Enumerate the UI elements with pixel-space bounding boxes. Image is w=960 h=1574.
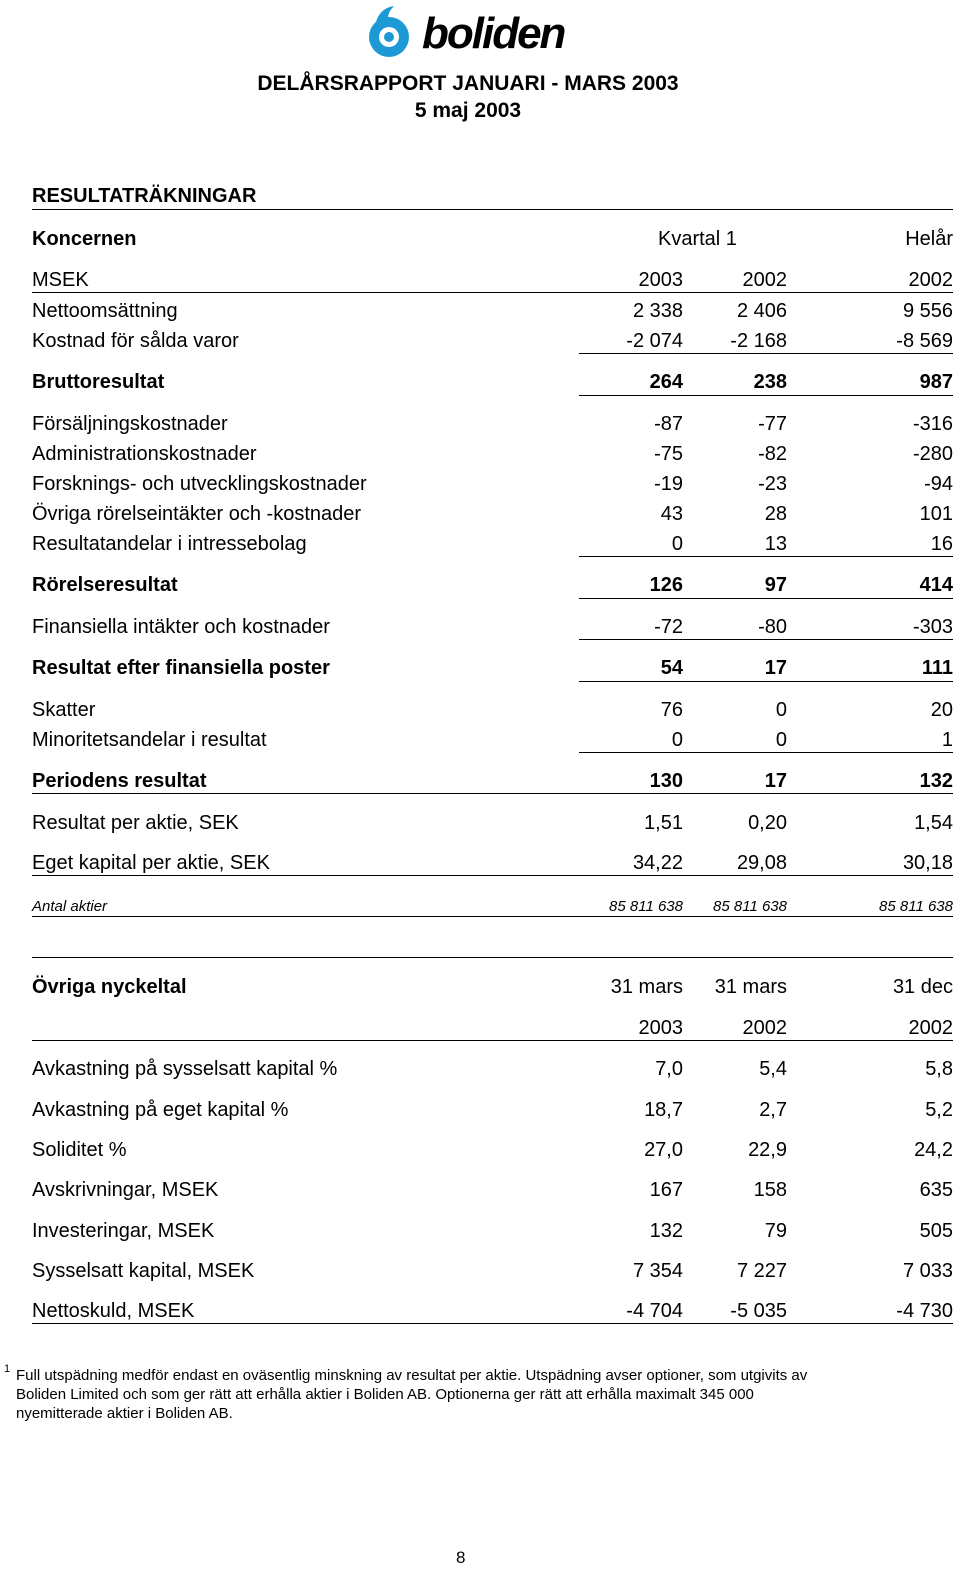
divider xyxy=(32,957,953,958)
table-row-subtotal: Resultat efter finansiella poster 54 17 111 xyxy=(32,657,953,679)
table-row: Resultat per aktie, SEK 1,51 0,20 1,54 xyxy=(32,812,953,834)
boliden-logo-mark-icon xyxy=(366,4,422,62)
table-row: Övriga rörelseintäkter och -kostnader 43 28 101 xyxy=(32,503,953,525)
table-row: Avskrivningar, MSEK 167 158 635 xyxy=(32,1179,953,1201)
divider xyxy=(579,556,953,557)
section-title-income: RESULTATRÄKNINGAR xyxy=(32,185,257,207)
table-row-subtotal: Rörelseresultat 126 97 414 xyxy=(32,574,953,596)
divider xyxy=(579,752,953,753)
logo-wordmark: boliden xyxy=(422,9,565,58)
divider xyxy=(32,916,953,917)
table-row: Avkastning på sysselsatt kapital % 7,0 5,4 5,8 xyxy=(32,1058,953,1080)
table-row-subtotal: Bruttoresultat 264 238 987 xyxy=(32,371,953,393)
table-row: Försäljningskostnader -87 -77 -316 xyxy=(32,413,953,435)
table-row-total: Periodens resultat 130 17 132 xyxy=(32,770,953,792)
table-row: Nettoskuld, MSEK -4 704 -5 035 -4 730 xyxy=(32,1300,953,1322)
divider xyxy=(32,1323,953,1324)
table-row: Minoritetsandelar i resultat 0 0 1 xyxy=(32,729,953,751)
table-row: Eget kapital per aktie, SEK 34,22 29,08 30,18 xyxy=(32,852,953,874)
full-year-label: Helår xyxy=(905,228,953,250)
header-row-years: 2003 2002 2002 xyxy=(638,1017,953,1039)
table-row: Forsknings- och utvecklingskostnader -19 -23 -94 xyxy=(32,473,953,495)
group-label: Koncernen xyxy=(32,228,137,250)
table-row-shares: Antal aktier 85 811 638 85 811 638 85 811 638 xyxy=(32,898,953,915)
table-row: Avkastning på eget kapital % 18,7 2,7 5,2 xyxy=(32,1099,953,1121)
footnote-line: nyemitterade aktier i Boliden AB. xyxy=(16,1405,233,1422)
divider xyxy=(32,875,953,876)
divider xyxy=(32,292,953,293)
unit-label: MSEK xyxy=(32,269,89,291)
table-row: Skatter 76 0 20 xyxy=(32,699,953,721)
table-row: Finansiella intäkter och kostnader -72 -80 -303 xyxy=(32,616,953,638)
year-col-2: 2002 xyxy=(742,269,787,291)
divider xyxy=(32,793,953,794)
year-col-3: 2002 xyxy=(908,269,953,291)
divider xyxy=(579,639,953,640)
divider xyxy=(32,209,953,210)
boliden-logo xyxy=(366,4,572,62)
table-row: Resultatandelar i intressebolag 0 13 16 xyxy=(32,533,953,555)
divider xyxy=(579,353,953,354)
table-row: Investeringar, MSEK 132 79 505 xyxy=(32,1220,953,1242)
header-row-years xyxy=(32,268,953,292)
header-row-key-figures: Övriga nyckeltal 31 mars 31 mars 31 dec xyxy=(32,976,953,998)
report-title: DELÅRSRAPPORT JANUARI - MARS 2003 xyxy=(257,72,679,95)
table-row: Kostnad för sålda varor -2 074 -2 168 -8 569 xyxy=(32,330,953,352)
report-date: 5 maj 2003 xyxy=(414,99,522,122)
table-row: Administrationskostnader -75 -82 -280 xyxy=(32,443,953,465)
table-row: Nettoomsättning 2 338 2 406 9 556 xyxy=(32,300,953,322)
table-row: Sysselsatt kapital, MSEK 7 354 7 227 7 033 xyxy=(32,1260,953,1282)
section-title-key-figures: Övriga nyckeltal xyxy=(32,976,187,998)
table-row: Soliditet % 27,0 22,9 24,2 xyxy=(32,1139,953,1161)
divider xyxy=(32,1040,953,1041)
divider xyxy=(579,598,953,599)
footnote-line: Full utspädning medför endast en oväsentlig minskning av resultat per aktie. Utspädning avser optioner, som utgivits av xyxy=(16,1367,808,1384)
quarter-label: Kvartal 1 xyxy=(658,228,737,250)
divider xyxy=(579,681,953,682)
header-row-group xyxy=(32,227,953,251)
footnote xyxy=(4,1363,916,1423)
footnote-marker: 1 xyxy=(4,1363,11,1375)
divider xyxy=(579,395,953,396)
page-number: 8 xyxy=(456,1548,466,1567)
footnote-line: Boliden Limited och som ger rätt att erhålla aktier i Boliden AB. Optionerna ger rätt att erhålla maximalt 345 000 xyxy=(16,1386,754,1403)
year-col-1: 2003 xyxy=(638,269,683,291)
